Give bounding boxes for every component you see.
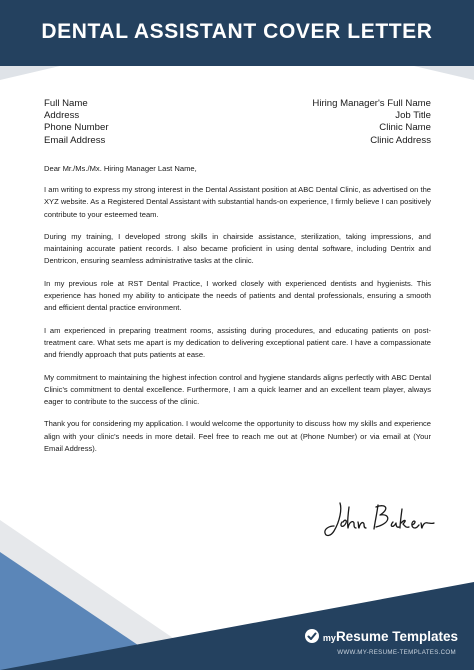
paragraph-previous-role: In my previous role at RST Dental Practice, I worked closely with experienced dentists and hygienists. This experience has honed my ability to anticipate the needs of patients and dental professionals, ensuring a smooth and efficient dental practice environment. <box>44 278 431 313</box>
page-title: DENTAL ASSISTANT COVER LETTER <box>41 20 433 43</box>
recipient-clinic-name: Clinic Name <box>379 122 431 134</box>
brand-url: WWW.MY-RESUME-TEMPLATES.COM <box>337 649 456 656</box>
paragraph-commitment: My commitment to maintaining the highest infection control and hygiene standards aligns perfectly with ABC Dental Clinic's commitment to dental excellence. Furthermore, I am a quick learner and an excellent team player, always eager to contribute to the success of the clinic. <box>44 372 431 407</box>
paragraph-intro: I am writing to express my strong interest in the Dental Assistant position at ABC Dental Clinic, as advertised on the XYZ website. As a Registered Dental Assistant with substantial hands-on experience, I firmly believe I can positively contribute to your esteemed team. <box>44 185 431 219</box>
paragraph-closing: Thank you for considering my application. I would welcome the opportunity to discuss how my skills and experience align with your clinic's needs in more detail. Feel free to reach me out at (Phone Number) or via email at (Your Email Address). <box>44 419 431 454</box>
paragraph-training: During my training, I developed strong skills in chairside assistance, sterilization, taking impressions, and maintaining accurate patient records. I also became proficient in using dental software, including Dentrix and Dentricon, ensuring seamless administrative tasks at the clinic. <box>44 231 431 266</box>
recipient-job-title: Job Title <box>395 110 431 122</box>
paragraph-experience: I am experienced in preparing treatment rooms, assisting during procedures, and educating patients on post-treatment care. What sets me apart is my dedication to delivering exceptional patient care. I have a compassionate and friendly approach that puts patients at ease. <box>44 325 431 360</box>
recipient-clinic-address: Clinic Address <box>370 134 431 146</box>
recipient-block <box>312 98 431 147</box>
letter-body <box>44 184 431 465</box>
sender-block <box>44 98 109 147</box>
brand-title: Resume Templates <box>335 628 458 644</box>
salutation: Dear Mr./Ms./Mx. Hiring Manager Last Name, <box>44 164 197 173</box>
sender-email: Email Address <box>44 134 106 146</box>
recipient-name: Hiring Manager's Full Name <box>312 98 431 109</box>
sender-name: Full Name <box>44 98 88 109</box>
brand-logo-icon <box>304 628 320 644</box>
brand-prefix: my <box>322 632 336 643</box>
footer-decoration <box>0 520 474 670</box>
brand-logo <box>304 628 458 644</box>
brand-name <box>323 629 458 644</box>
sender-address: Address <box>44 110 80 122</box>
sender-phone: Phone Number <box>44 122 109 134</box>
